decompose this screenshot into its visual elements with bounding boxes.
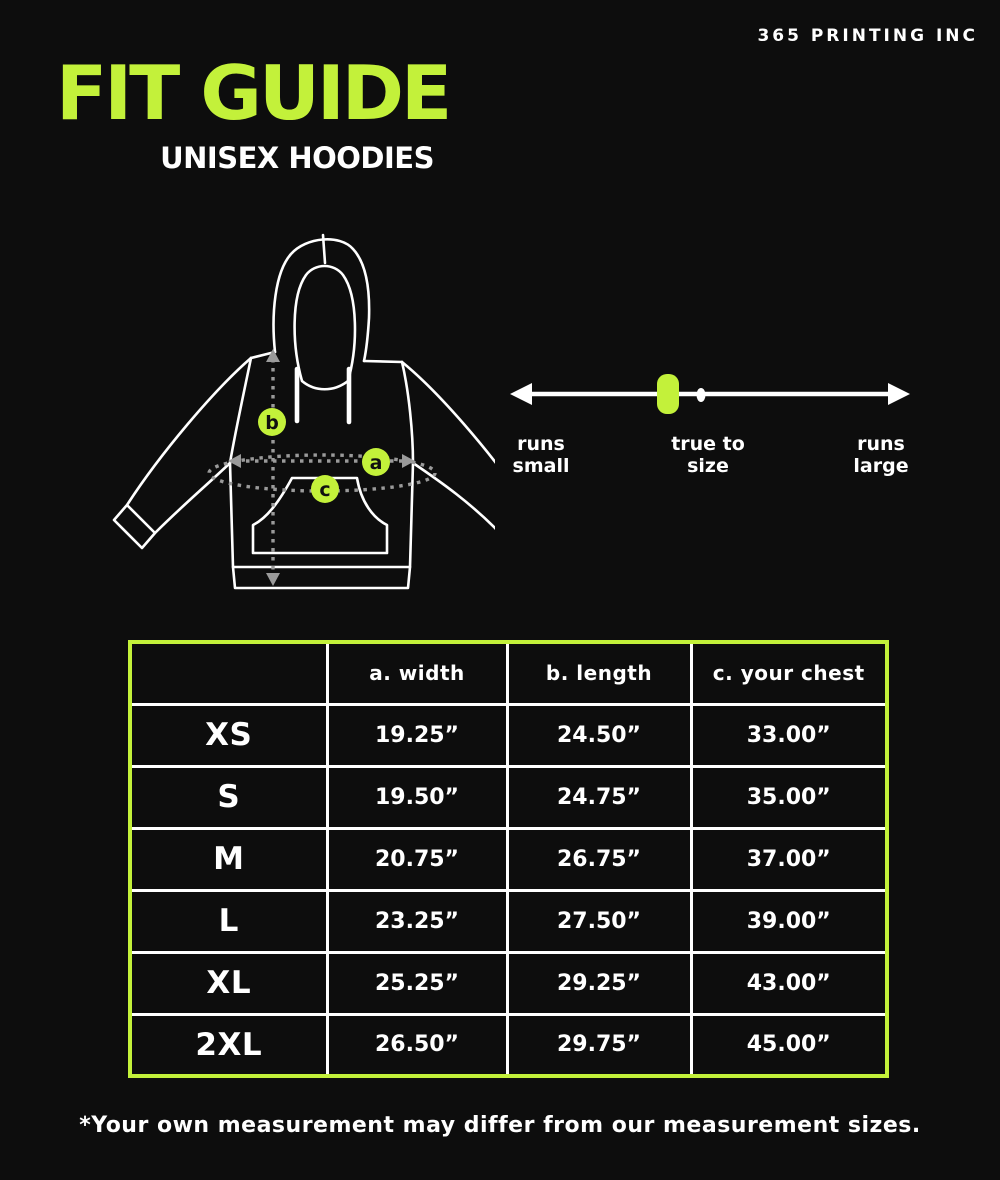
scale-arrow-right bbox=[888, 383, 910, 405]
table-row bbox=[130, 704, 887, 766]
chest-value: 37.00” bbox=[691, 828, 887, 890]
scale-arrow-left bbox=[510, 383, 532, 405]
marker-b-label: b bbox=[265, 412, 279, 434]
header-width: a. width bbox=[327, 642, 507, 704]
size-label: XS bbox=[130, 704, 327, 766]
table-header-row bbox=[130, 642, 887, 704]
length-value: 27.50” bbox=[507, 890, 691, 952]
chest-value: 39.00” bbox=[691, 890, 887, 952]
table-row bbox=[130, 952, 887, 1014]
width-value: 19.25” bbox=[327, 704, 507, 766]
hood-face-opening bbox=[295, 266, 355, 389]
page-subtitle: UNISEX HOODIES bbox=[160, 141, 434, 175]
measurement-disclaimer: *Your own measurement may differ from our measurement sizes. bbox=[79, 1113, 921, 1138]
right-neck-seam bbox=[364, 361, 402, 362]
left-sleeve-inner bbox=[155, 463, 230, 533]
scale-label-true-to-size: true to size bbox=[671, 433, 745, 477]
marker-c-label: c bbox=[319, 479, 331, 501]
right-sleeve-inner bbox=[413, 463, 495, 528]
width-value: 26.50” bbox=[327, 1014, 507, 1076]
width-value: 19.50” bbox=[327, 766, 507, 828]
size-label: L bbox=[130, 890, 327, 952]
chest-value: 45.00” bbox=[691, 1014, 887, 1076]
chest-value: 33.00” bbox=[691, 704, 887, 766]
hoodie-outline bbox=[114, 235, 495, 588]
hem-band bbox=[233, 567, 410, 588]
chest-value: 35.00” bbox=[691, 766, 887, 828]
table-row bbox=[130, 1014, 887, 1076]
arrow-up bbox=[266, 349, 280, 362]
header-chest: c. your chest bbox=[691, 642, 887, 704]
length-value: 29.25” bbox=[507, 952, 691, 1014]
center-dot bbox=[697, 388, 706, 402]
length-value: 24.75” bbox=[507, 766, 691, 828]
table-row bbox=[130, 890, 887, 952]
brand-name: 365 PRINTING INC bbox=[757, 26, 978, 46]
header-size bbox=[130, 642, 327, 704]
fit-scale bbox=[505, 358, 915, 420]
size-label: 2XL bbox=[130, 1014, 327, 1076]
size-label: XL bbox=[130, 952, 327, 1014]
size-label: S bbox=[130, 766, 327, 828]
size-table-container bbox=[128, 640, 889, 1078]
scale-label-runs-large: runs large bbox=[853, 433, 909, 477]
hoodie-diagram bbox=[95, 222, 495, 607]
length-value: 29.75” bbox=[507, 1014, 691, 1076]
table-row bbox=[130, 828, 887, 890]
arrow-down bbox=[266, 573, 280, 586]
page-title: FIT GUIDE bbox=[56, 49, 450, 137]
length-value: 26.75” bbox=[507, 828, 691, 890]
marker-a-label: a bbox=[369, 452, 383, 474]
width-value: 23.25” bbox=[327, 890, 507, 952]
length-value: 24.50” bbox=[507, 704, 691, 766]
chest-value: 43.00” bbox=[691, 952, 887, 1014]
drawstrings bbox=[297, 369, 349, 422]
size-table bbox=[128, 640, 889, 1078]
right-armhole-seam bbox=[402, 362, 413, 463]
fit-marker bbox=[657, 374, 679, 414]
scale-label-runs-small: runs small bbox=[512, 433, 570, 477]
table-row bbox=[130, 766, 887, 828]
width-value: 25.25” bbox=[327, 952, 507, 1014]
size-label: M bbox=[130, 828, 327, 890]
header-length: b. length bbox=[507, 642, 691, 704]
width-value: 20.75” bbox=[327, 828, 507, 890]
